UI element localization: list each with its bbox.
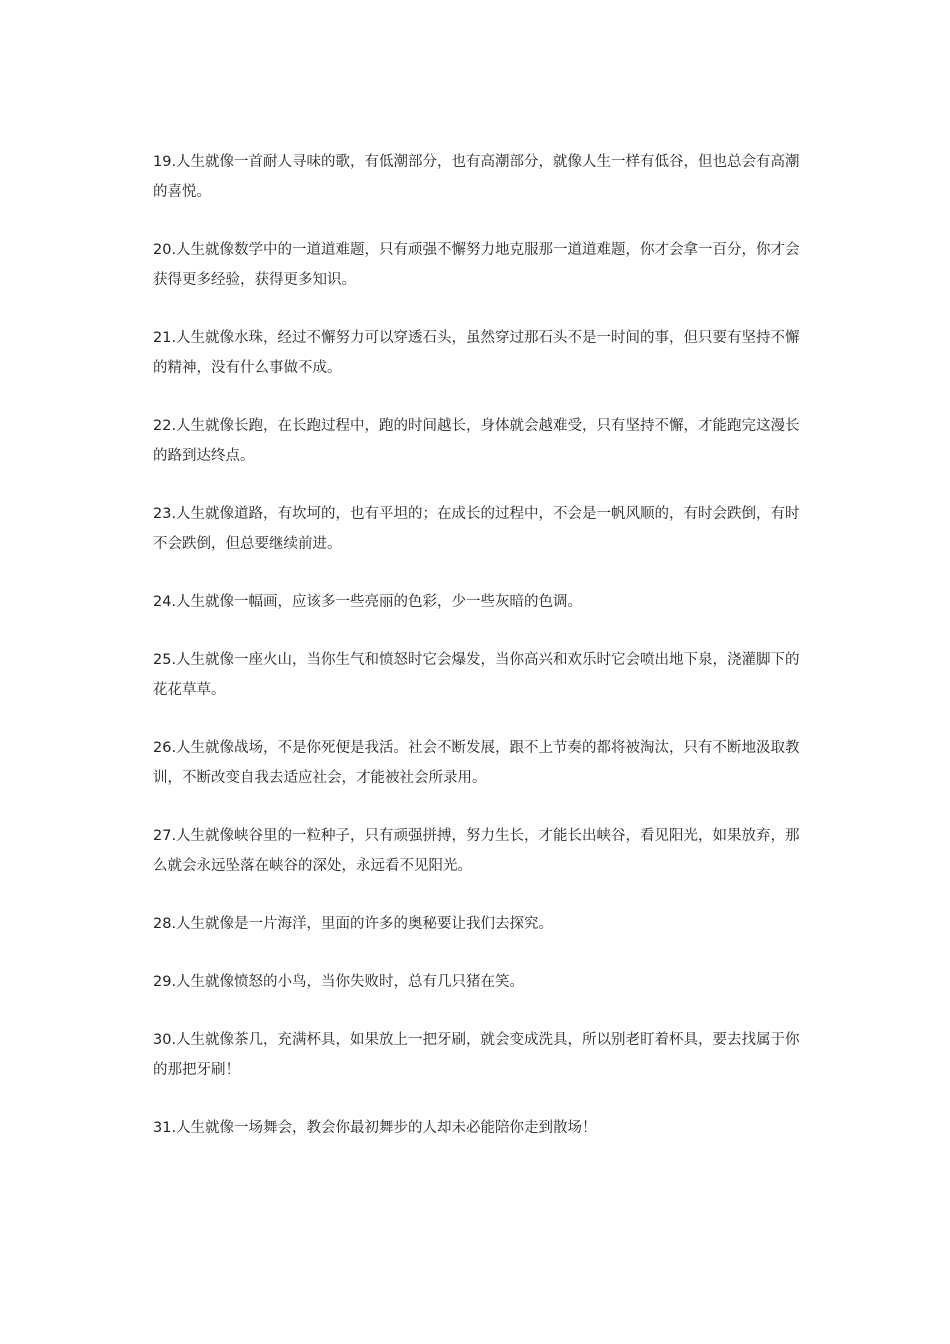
paragraph-19: 19.人生就像一首耐人寻味的歌，有低潮部分，也有高潮部分，就像人生一样有低谷，但也总会有高潮的喜悦。 (153, 154, 800, 200)
paragraph-29: 29.人生就像愤怒的小鸟，当你失败时，总有几只猪在笑。 (153, 974, 525, 990)
paragraph-28: 28.人生就像是一片海洋，里面的许多的奥秘要让我们去探究。 (153, 916, 554, 932)
paragraph-22: 22.人生就像长跑，在长跑过程中，跑的时间越长，身体就会越难受，只有坚持不懈，才能跑完这漫长的路到达终点。 (153, 418, 800, 464)
paragraph-21: 21.人生就像水珠，经过不懈努力可以穿透石头，虽然穿过那石头不是一时间的事，但只要有坚持不懈的精神，没有什么事做不成。 (153, 330, 800, 376)
paragraph-27: 27.人生就像峡谷里的一粒种子，只有顽强拼搏，努力生长，才能长出峡谷，看见阳光，如果放弃，那么就会永远坠落在峡谷的深处，永远看不见阳光。 (153, 828, 800, 874)
paragraph-30: 30.人生就像茶几，充满杯具，如果放上一把牙刷，就会变成洗具，所以别老盯着杯具，要去找属于你的那把牙刷！ (153, 1032, 800, 1078)
paragraph-26: 26.人生就像战场，不是你死便是我活。社会不断发展，跟不上节奏的都将被淘汰，只有不断地汲取教训，不断改变自我去适应社会，才能被社会所录用。 (153, 740, 800, 786)
paragraph-23: 23.人生就像道路，有坎坷的，也有平坦的；在成长的过程中，不会是一帆风顺的，有时会跌倒，有时不会跌倒，但总要继续前进。 (153, 506, 800, 552)
paragraph-24: 24.人生就像一幅画，应该多一些亮丽的色彩，少一些灰暗的色调。 (153, 594, 583, 610)
paragraph-20: 20.人生就像数学中的一道道难题，只有顽强不懈努力地克服那一道道难题，你才会拿一百分，你才会获得更多经验，获得更多知识。 (153, 242, 800, 288)
paragraph-31: 31.人生就像一场舞会，教会你最初舞步的人却未必能陪你走到散场！ (153, 1120, 597, 1136)
document-body (153, 147, 808, 1171)
paragraph-25: 25.人生就像一座火山，当你生气和愤怒时它会爆发，当你高兴和欢乐时它会喷出地下泉，浇灌脚下的花花草草。 (153, 652, 800, 698)
